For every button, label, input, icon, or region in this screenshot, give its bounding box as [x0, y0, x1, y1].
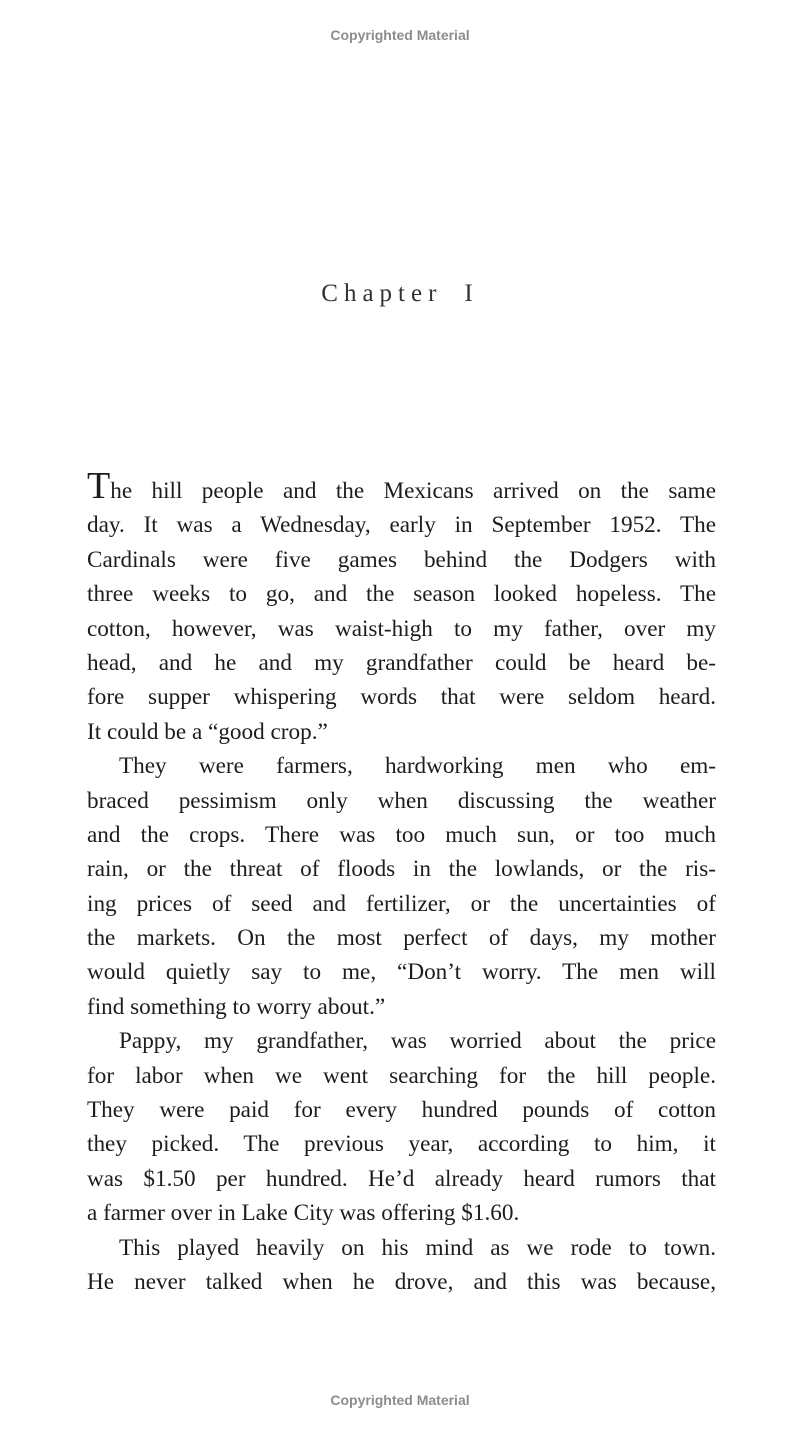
chapter-body-text	[87, 465, 716, 1299]
copyright-watermark-top: Copyrighted Material	[330, 27, 470, 43]
first-line-text: he hill people and the Mexicans arrived on the same	[110, 478, 716, 504]
text-line: Cardinals were five games behind the Dodgers with	[87, 546, 716, 573]
drop-cap: T	[87, 465, 111, 507]
text-line: for labor when we went searching for the hill people.	[87, 1062, 716, 1089]
paragraph-start-line: Pappy, my grandfather, was worried about the price	[119, 1028, 716, 1055]
chapter-number: I	[464, 280, 479, 307]
text-line: braced pessimism only when discussing the weather	[87, 787, 716, 814]
paragraph-start-line: They were farmers, hardworking men who em-	[119, 753, 716, 780]
text-line: day. It was a Wednesday, early in September 1952. The	[87, 512, 716, 539]
text-line: a farmer over in Lake City was offering $1.60.	[87, 1200, 520, 1227]
chapter-label: Chapter	[321, 280, 443, 307]
text-line: They were paid for every hundred pounds of cotton	[87, 1097, 716, 1124]
text-line: they picked. The previous year, according to him, it	[87, 1131, 716, 1158]
text-line: find something to worry about.”	[87, 993, 386, 1020]
text-line	[87, 465, 716, 508]
text-line: cotton, however, was waist-high to my father, over my	[87, 615, 716, 642]
text-line: was $1.50 per hundred. He’d already heard rumors that	[87, 1165, 716, 1192]
text-line: fore supper whispering words that were seldom heard.	[87, 684, 716, 711]
text-line: the markets. On the most perfect of days, my mother	[87, 925, 716, 952]
text-line: rain, or the threat of floods in the lowlands, or the ris-	[87, 856, 716, 883]
text-line: and the crops. There was too much sun, or too much	[87, 821, 716, 848]
text-line: It could be a “good crop.”	[87, 718, 328, 745]
text-line: would quietly say to me, “Don’t worry. The men will	[87, 959, 716, 986]
text-line: ing prices of seed and fertilizer, or the uncertainties of	[87, 890, 716, 917]
chapter-heading	[0, 280, 800, 308]
paragraph-start-line: This played heavily on his mind as we rode to town.	[119, 1234, 716, 1261]
copyright-watermark-bottom: Copyrighted Material	[330, 1392, 470, 1408]
text-line: head, and he and my grandfather could be heard be-	[87, 649, 716, 676]
text-line: He never talked when he drove, and this was because,	[87, 1268, 716, 1295]
text-line: three weeks to go, and the season looked hopeless. The	[87, 581, 716, 608]
